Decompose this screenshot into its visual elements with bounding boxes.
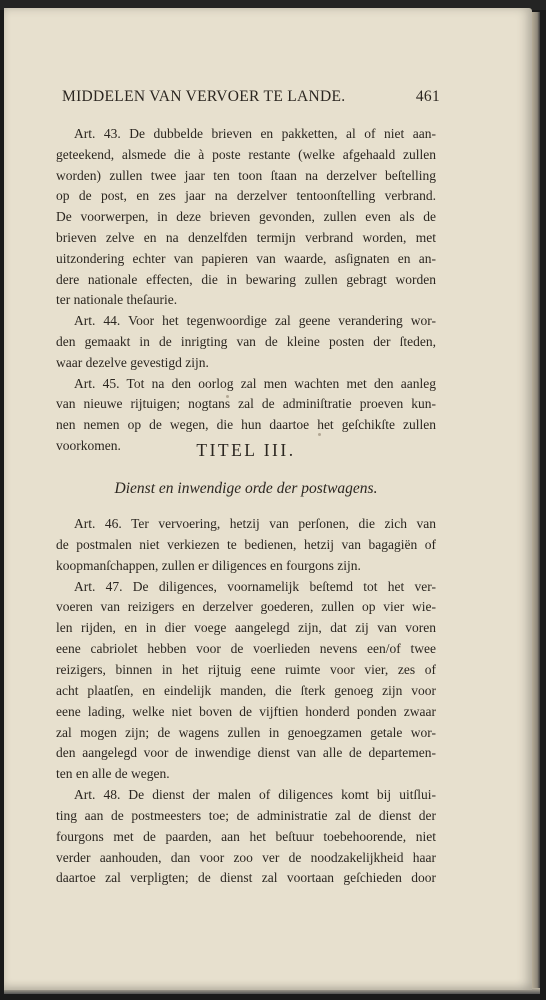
text-line: verder aanhouden, dan voor zoo ver de noodzakelijkheid haar [56, 849, 436, 865]
text-line: dere nationale effecten, die in bewaring zullen gebragt worden [56, 271, 436, 287]
text-line: Art. 46. Ter vervoering, hetzij van perſonen, die zich van [74, 516, 436, 531]
text-line: eene lading, welke niet boven de vijftien honderd ponden zwaar [56, 703, 436, 719]
running-header [62, 88, 440, 106]
running-title: MIDDELEN VAN VERVOER TE LANDE. [62, 88, 346, 105]
text-line: Art. 45. Tot na den oorlog zal men wachten met den aanleg [74, 375, 436, 391]
text-line: den gemaakt in de inrigting van de kleine posten der ſteden, [56, 334, 436, 349]
text-line: De voorwerpen, in deze brieven gevonden, zullen even als de [56, 209, 436, 225]
text-line: eene cabriolet hebben voor de voerlieden nevens een/of twee [56, 641, 436, 657]
text-line: den aangelegd voor de inwendige dienst van alle de departemen- [56, 745, 436, 761]
text-line: fourgons met de paarden, aan het beſtuur toebehoorende, niet [56, 828, 436, 844]
text-line: uitzondering echter van papieren van waarde, asſignaten en an- [56, 250, 436, 266]
text-line: reizigers, binnen in het rijtuig eene ruimte voor vier, zes of [56, 661, 436, 677]
text-line: Art. 43. De dubbelde brieven en pakketten, al of niet aan- [74, 126, 436, 141]
text-line: Art. 48. De dienst der malen of diligences komt bij uitſlui- [74, 787, 436, 803]
section-title: TITEL III. [196, 440, 296, 460]
text-line: nen nemen op de wegen, die hun daartoe het geſchikſte zullen [56, 417, 436, 433]
text-line: waar dezelve gevestigd zijn. [56, 354, 209, 370]
text-line: geteekend, alsmede die à poste restante (welke afgehaald zullen [56, 146, 436, 162]
text-line: de postmalen niet verkiezen te bedienen, hetzij van bagagiën of [56, 536, 436, 552]
text-line: brieven zelve en na denzelfden termijn verbrand worden, met [56, 230, 436, 245]
paper-spot [318, 433, 321, 436]
text-line: ting aan de postmeesters toe; de administratie zal de dienst der [56, 807, 436, 823]
text-line: van nieuwe rijtuigen; nogtans zal de adminiſtratie proeven kun- [56, 396, 436, 412]
text-line: Art. 47. De diligences, voornamelijk beſtemd tot het ver- [74, 578, 436, 594]
section-subtitle: Dienst en inwendige orde der postwagens. [114, 480, 378, 497]
page-number: 461 [415, 88, 440, 105]
text-line: acht plaatſen, en eindelijk manden, die ſterk genoeg zijn voor [56, 682, 436, 698]
text-line: ter nationale theſaurie. [56, 292, 178, 308]
text-line: daartoe zal verpligten; de dienst zal voortaan geſchieden door [56, 870, 436, 886]
text-line: worden) zullen twee jaar ten toon ſtaan na derzelver beſtelling [56, 167, 436, 183]
text-line: voorkomen. [56, 438, 121, 453]
text-line: ten en alle de wegen. [56, 766, 170, 782]
text-line: Art. 44. Voor het tegenwoordige zal geene verandering wor- [74, 313, 436, 329]
text-line: op de post, en zes jaar na derzelver tentoonſtelling verbrand. [56, 188, 436, 204]
text-line: koopmanſchappen, zullen er diligences en fourgons zijn. [56, 557, 361, 573]
text-line: zal mogen zijn; de wagens zullen in genoegzamen getale wor- [56, 724, 436, 740]
paper-spot [226, 395, 229, 398]
text-line: len rijden, en in dier voege aangelegd zijn, dat zij van voren [56, 620, 436, 636]
text-line: voeren van reizigers en derzelver goederen, zullen op vier wie- [56, 599, 436, 615]
